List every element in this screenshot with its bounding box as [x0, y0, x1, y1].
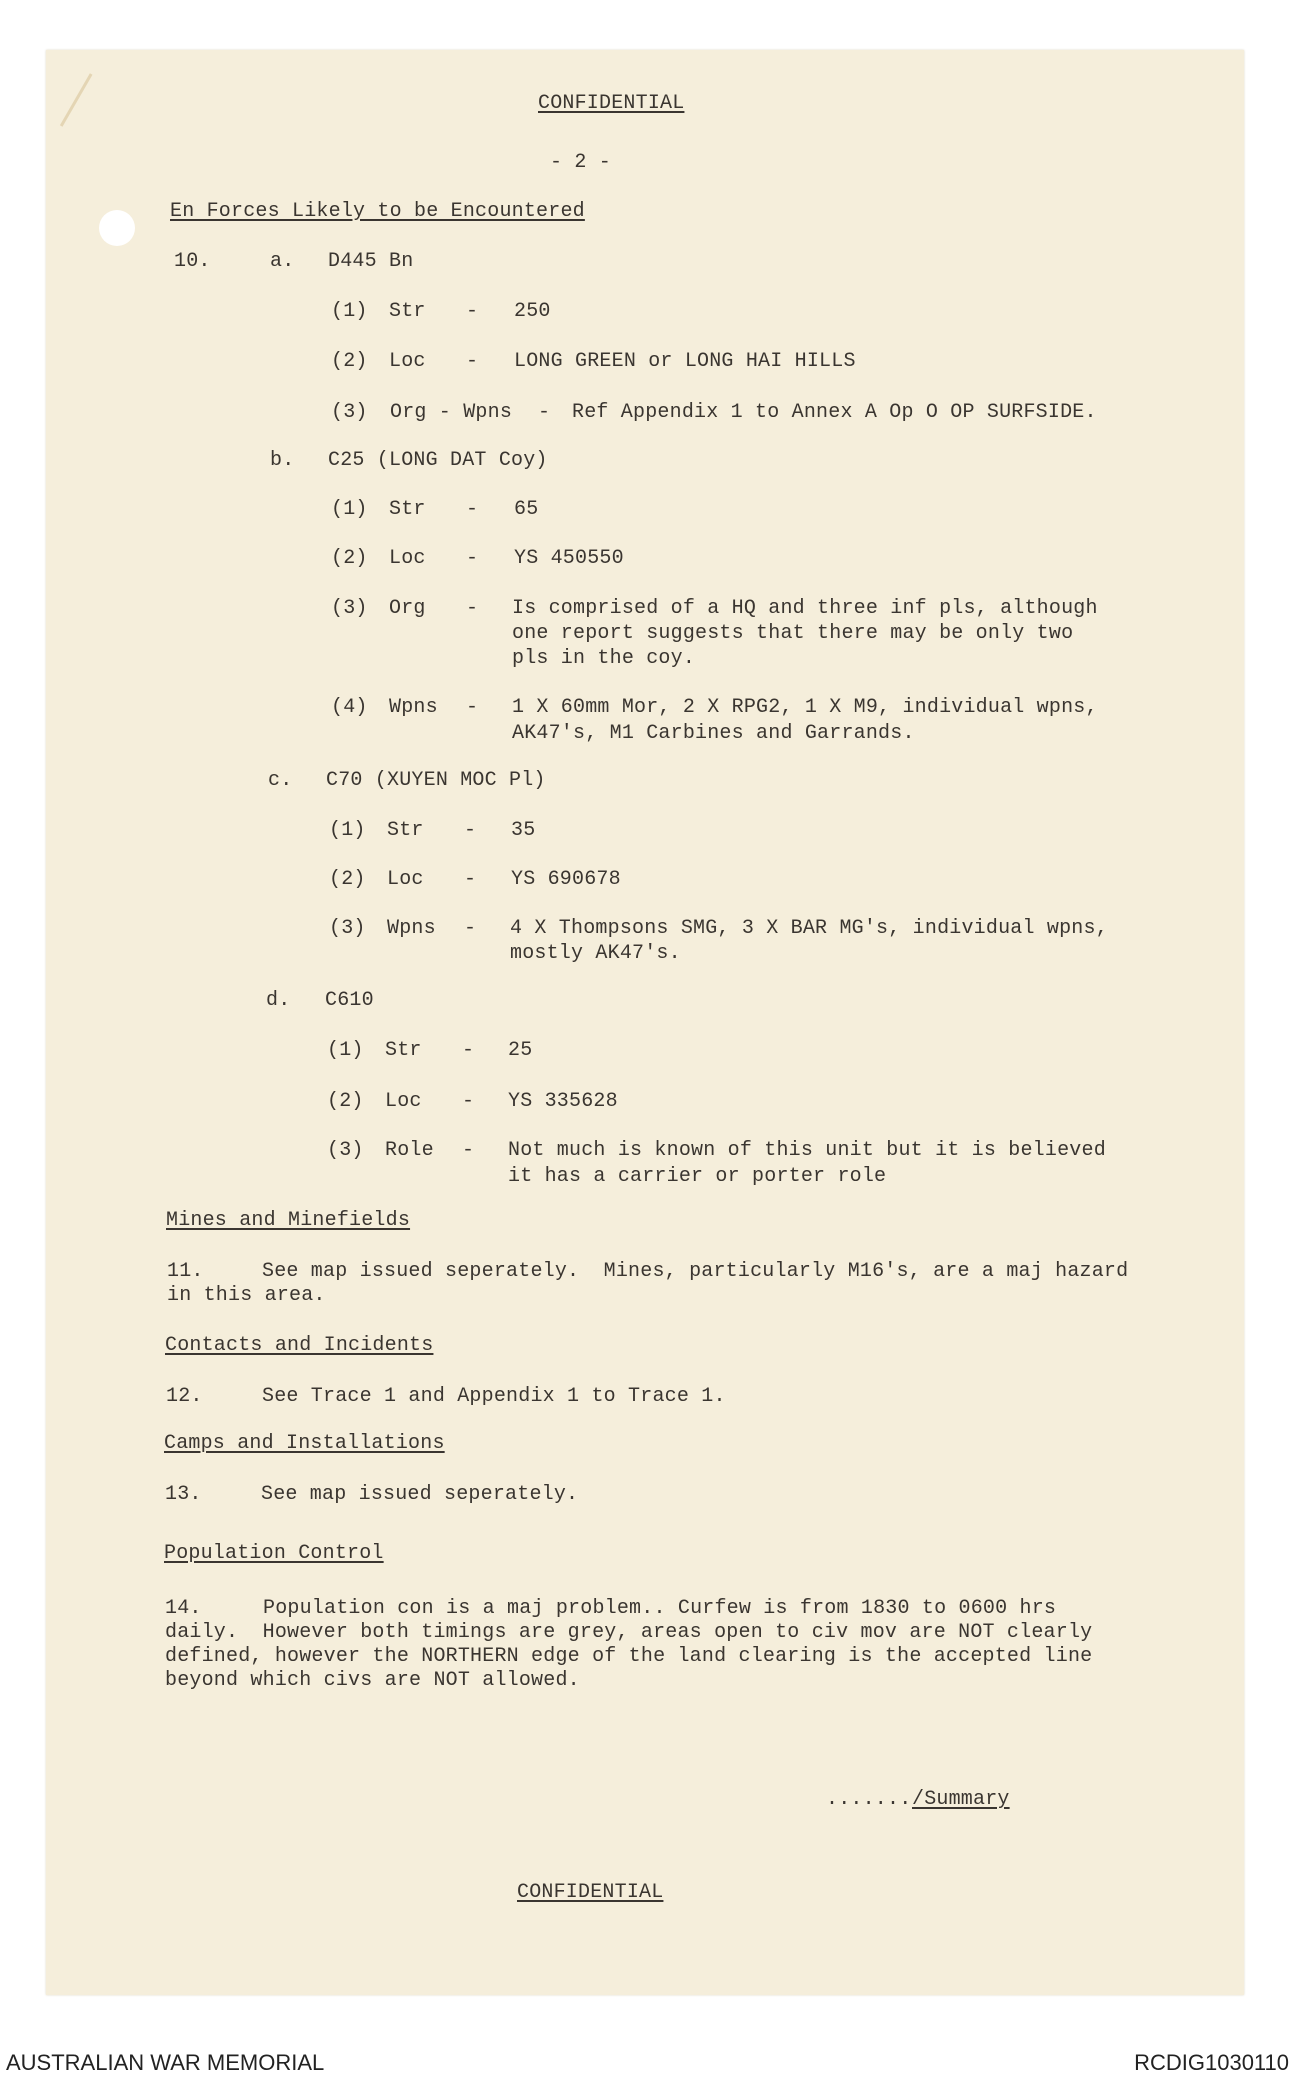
section-heading-enemy: En Forces Likely to be Encountered: [170, 200, 585, 223]
archive-id: RCDIG1030110: [1134, 2050, 1289, 2075]
item-key: Str: [389, 300, 426, 323]
item-value: 1 X 60mm Mor, 2 X RPG2, 1 X M9, individual wpns,: [512, 696, 1098, 719]
item-value: AK47's, M1 Carbines and Garrands.: [512, 722, 915, 745]
item-value: 250: [514, 300, 551, 323]
item-key: Role: [385, 1139, 434, 1162]
unit-title: D445 Bn: [328, 250, 414, 273]
item-dash: -: [466, 300, 479, 323]
item-key: Str: [389, 498, 426, 521]
item-dash: -: [538, 401, 551, 424]
item-value: 25: [508, 1039, 533, 1062]
punch-hole: [99, 210, 135, 246]
item-key: Wpns: [389, 696, 438, 719]
para-text: See map issued seperately. Mines, particularly M16's, are a maj hazard: [262, 1260, 1129, 1283]
item-key: Loc: [389, 547, 426, 570]
unit-title: C25 (LONG DAT Coy): [328, 449, 548, 472]
para-number: 13.: [165, 1483, 202, 1506]
unit-title: C610: [325, 989, 374, 1012]
item-value: Is comprised of a HQ and three inf pls, although: [512, 597, 1098, 620]
para-number: 14.: [165, 1597, 202, 1620]
sub-letter: d.: [266, 989, 291, 1012]
sub-letter: b.: [270, 449, 295, 472]
item-value: it has a carrier or porter role: [508, 1165, 887, 1188]
item-dash: -: [466, 350, 479, 373]
item-key: Org: [389, 597, 426, 620]
item-value: 65: [514, 498, 539, 521]
item-number: (1): [331, 498, 368, 521]
item-value: mostly AK47's.: [510, 942, 681, 965]
item-key: Loc: [389, 350, 426, 373]
para-text: defined, however the NORTHERN edge of the land clearing is the accepted line: [165, 1645, 1093, 1668]
item-number: (1): [329, 819, 366, 842]
item-dash: -: [462, 1139, 475, 1162]
item-dash: -: [464, 868, 477, 891]
para-text: Population con is a maj problem.. Curfew is from 1830 to 0600 hrs: [263, 1597, 1057, 1620]
item-number: (2): [331, 350, 368, 373]
item-number: (3): [327, 1139, 364, 1162]
item-number: (4): [331, 696, 368, 719]
classification-footer: CONFIDENTIAL: [517, 1881, 664, 1904]
item-value: 35: [511, 819, 536, 842]
para-text: in this area.: [167, 1284, 326, 1307]
item-number: (2): [327, 1090, 364, 1113]
item-value: pls in the coy.: [512, 647, 696, 670]
item-value: LONG GREEN or LONG HAI HILLS: [514, 350, 856, 373]
document-page: [46, 50, 1244, 1995]
item-value: one report suggests that there may be only two: [512, 622, 1074, 645]
item-value: YS 450550: [514, 547, 624, 570]
item-key: Loc: [385, 1090, 422, 1113]
item-number: (2): [331, 547, 368, 570]
page-number: - 2 -: [550, 151, 612, 174]
item-key: Str: [387, 819, 424, 842]
section-heading-camps: Camps and Installations: [164, 1432, 445, 1455]
item-number: (3): [331, 597, 368, 620]
item-value: 4 X Thompsons SMG, 3 X BAR MG's, individual wpns,: [510, 917, 1108, 940]
section-heading-contacts: Contacts and Incidents: [165, 1334, 434, 1357]
item-key: Loc: [387, 868, 424, 891]
classification-header: CONFIDENTIAL: [538, 92, 685, 115]
item-dash: -: [466, 696, 479, 719]
item-value: YS 690678: [511, 868, 621, 891]
item-number: (1): [331, 300, 368, 323]
section-heading-population: Population Control: [164, 1542, 384, 1565]
item-dash: -: [466, 597, 479, 620]
item-key: Org - Wpns: [390, 401, 513, 424]
item-dash: -: [464, 917, 477, 940]
item-number: (2): [329, 868, 366, 891]
continuation-dots: .......: [826, 1788, 912, 1811]
item-dash: -: [464, 819, 477, 842]
item-key: Str: [385, 1039, 422, 1062]
para-text: daily. However both timings are grey, areas open to civ mov are NOT clearly: [165, 1621, 1093, 1644]
sub-letter: c.: [268, 769, 293, 792]
item-number: (3): [329, 917, 366, 940]
unit-title: C70 (XUYEN MOC Pl): [326, 769, 546, 792]
item-value: YS 335628: [508, 1090, 618, 1113]
item-value: Ref Appendix 1 to Annex A Op O OP SURFSIDE.: [572, 401, 1097, 424]
item-key: Wpns: [387, 917, 436, 940]
item-value: Not much is known of this unit but it is believed: [508, 1139, 1106, 1162]
para-number: 10.: [174, 250, 211, 273]
sub-letter: a.: [270, 250, 295, 273]
item-dash: -: [462, 1039, 475, 1062]
item-dash: -: [466, 547, 479, 570]
item-dash: -: [462, 1090, 475, 1113]
para-text: beyond which civs are NOT allowed.: [165, 1669, 580, 1692]
archive-label: AUSTRALIAN WAR MEMORIAL: [6, 2050, 325, 2075]
item-dash: -: [466, 498, 479, 521]
section-heading-mines: Mines and Minefields: [166, 1209, 411, 1232]
para-number: 12.: [166, 1385, 203, 1408]
para-text: See map issued seperately.: [261, 1483, 579, 1506]
continuation-text: /Summary: [912, 1788, 1010, 1811]
para-text: See Trace 1 and Appendix 1 to Trace 1.: [262, 1385, 726, 1408]
item-number: (1): [327, 1039, 364, 1062]
item-number: (3): [331, 401, 368, 424]
para-number: 11.: [167, 1260, 204, 1283]
